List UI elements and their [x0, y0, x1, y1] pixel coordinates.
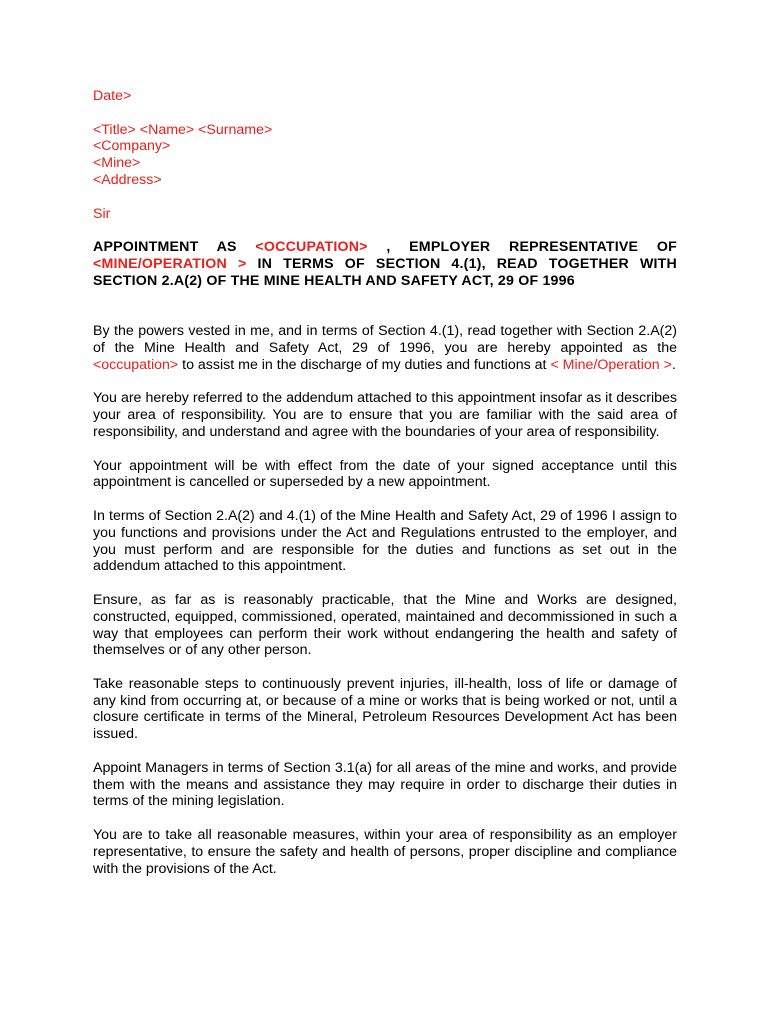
paragraph-addendum: You are hereby referred to the addendum attached to this appointment insofar as it describes your area of responsibility. You are to ensure that you are familiar with the said area of responsibility, and understand and agree with the boundaries of your area of responsibility. [93, 390, 677, 440]
title-part: , EMPLOYER REPRESENTATIVE OF [367, 239, 678, 256]
paragraph-appoint-managers: Appoint Managers in terms of Section 3.1(a) for all areas of the mine and works, and provide them with the means and assistance they may require in order to discharge their duties in terms of the mining legislation. [93, 759, 677, 810]
paragraph-reasonable-measures: You are to take all reasonable measures, within your area of responsibility as an employer representative, to ensure the safety and health of persons, proper discipline and compliance with the provisions of the Act. [93, 827, 677, 877]
paragraph-effective-date: Your appointment will be with effect from the date of your signed acceptance until this appointment is cancelled or superseded by a new appointment. [93, 457, 677, 491]
paragraph-text: By the powers vested in me, and in terms of Section 4.(1), read together with Section 2.A(2) of the Mine Health and Safety Act, 29 of 1996, you are hereby appointed as the [93, 323, 677, 356]
paragraph-text: to assist me in the discharge of my duties and functions at [178, 356, 551, 373]
occupation-inline-placeholder: <occupation> [93, 356, 179, 373]
appointment-title [93, 239, 677, 289]
mine-operation-placeholder: <MINE/OPERATION > [93, 255, 247, 272]
letter-content [93, 88, 677, 877]
date-placeholder: Date> [93, 88, 132, 104]
mine-placeholder: <Mine> [93, 155, 141, 172]
paragraph-ensure: Ensure, as far as is reasonably practicable, that the Mine and Works are designed, constructed, equipped, commissioned, operated, maintained and decommissioned in such a way that employees can perform their work without endangering the health and safety of themselves or of any other person. [93, 591, 677, 659]
address-placeholder: <Address> [93, 171, 162, 188]
paragraph-assignment: In terms of Section 2.A(2) and 4.(1) of the Mine Health and Safety Act, 29 of 1996 I assign to you functions and provisions under the Act and Regulations entrusted to the employer, and you must perform and are responsible for the duties and functions as set out in the addendum attached to this appointment. [93, 507, 677, 575]
recipient-name-placeholder: <Title> <Name> <Surname> [93, 121, 273, 138]
title-part: IN TERMS OF SECTION 4.(1), READ TOGETHER WITH [246, 255, 677, 272]
paragraph-text: . [671, 356, 676, 373]
paragraph-appointment [93, 323, 677, 373]
occupation-placeholder: <OCCUPATION> [255, 239, 368, 256]
mine-operation-inline-placeholder: < Mine/Operation > [550, 356, 672, 373]
paragraph-reasonable-steps: Take reasonable steps to continuously prevent injuries, ill-health, loss of life or damage of any kind from occurring at, or because of a mine or works that is being worked or not, until a closure certificate in terms of the Mineral, Petroleum Resources Development Act has been issued. [93, 675, 677, 743]
title-part: APPOINTMENT AS [93, 239, 256, 256]
salutation: Sir [93, 205, 111, 222]
letter-header [93, 88, 677, 222]
title-last-line: SECTION 2.A(2) OF THE MINE HEALTH AND SAFETY ACT, 29 OF 1996 [93, 272, 575, 289]
company-placeholder: <Company> [93, 138, 171, 155]
